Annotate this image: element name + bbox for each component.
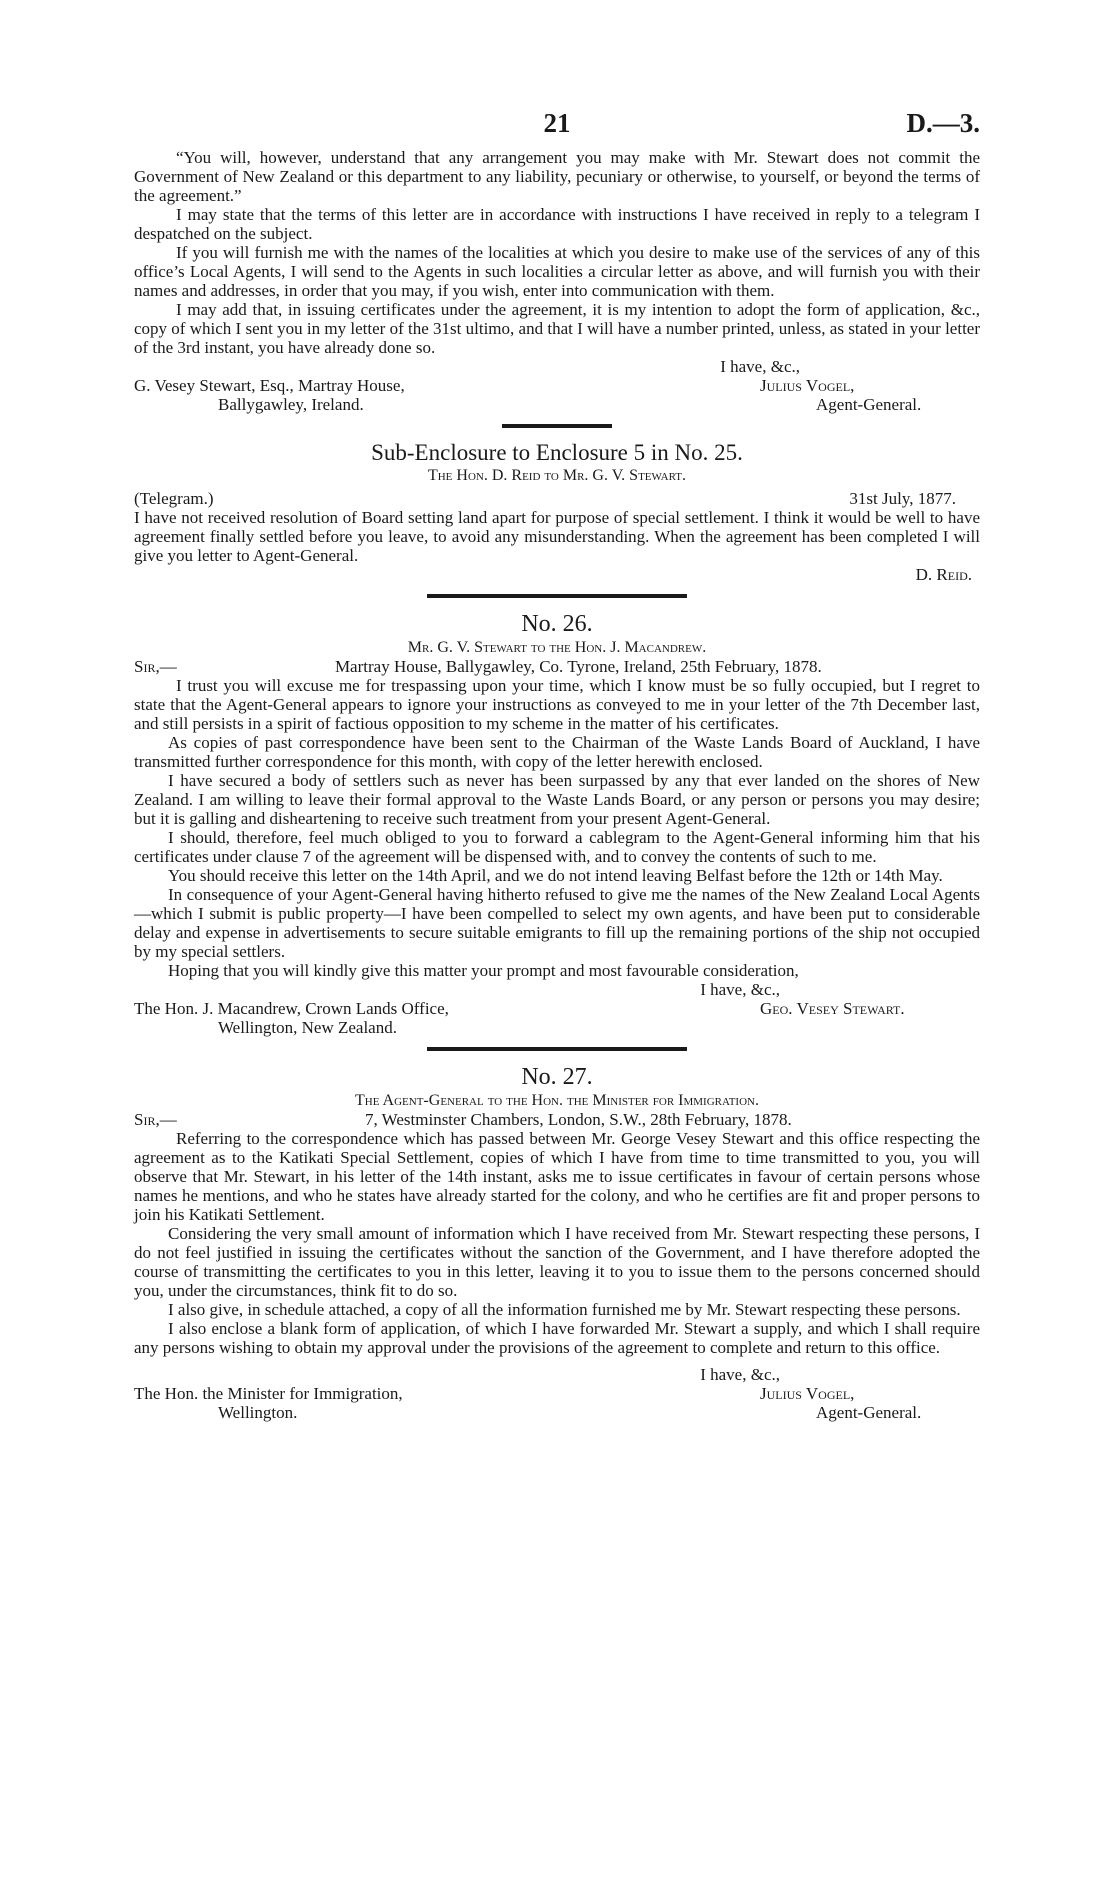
closing-salutation: I have, &c., [720,357,800,376]
telegram-dateline [134,489,980,508]
paragraph: You should receive this letter on the 14th April, and we do not intend leaving Belfast before the 12th or 14th May. [168,866,943,885]
telegram-date: 31st July, 1877. [849,489,956,508]
address-date: 7, Westminster Chambers, London, S.W., 28th February, 1878. [364,1110,792,1129]
addressee-line: Wellington, New Zealand. [218,1018,397,1037]
paragraph: Considering the very small amount of information which I have received from Mr. Stewart respecting these persons, I do not feel justified in issuing the certificates without the sanction of the Government, and I have therefore adopted the course of transmitting the certificates to you in this letter, leaving it to you to issue them to the persons concerned should you, under the circumstances, think fit to do so. [134,1224,980,1300]
signature-block [760,1384,980,1422]
paragraph: Hoping that you will kindly give this matter your prompt and most favourable consideration, [168,961,799,980]
closing-block [134,1384,980,1422]
closing-salutation: I have, &c., [700,1365,780,1384]
closing-block [134,999,980,1037]
addressee-line: Wellington. [218,1403,298,1422]
paragraph: I also enclose a blank form of application, of which I have forwarded Mr. Stewart a supply, and which I shall require any persons wishing to obtain my approval under the provisions of the agreement to complete and return to this office. [134,1319,980,1357]
signature-block [760,376,980,414]
letter-heading: No. 26. [521,611,593,637]
paragraph: I have secured a body of settlers such as never has been surpassed by any that ever landed on the shores of New Zealand. I am willing to leave their formal approval to the Waste Lands Board, or any person or persons you may desire; but it is galling and disheartening to receive such treatment from your present Agent-General. [134,771,980,828]
paragraph: I may add that, in issuing certificates under the agreement, it is my intention to adopt the form of application, &c., copy of which I sent you in my letter of the 31st ultimo, and that I will have a number printed, unless, as stated in your letter of the 3rd instant, you have already done so. [134,300,980,357]
letter-no-26 [134,610,980,1037]
paragraph: If you will furnish me with the names of the localities at which you desire to make use of the services of any of this office’s Local Agents, I will send to the Agents in such localities a circular letter as above, and will furnish you with their names and addresses, in order that you may, if you wish, enter into communication with them. [134,243,980,300]
paragraph: I may state that the terms of this letter are in accordance with instructions I have received in reply to a telegram I despatched on the subject. [134,205,980,243]
telegram-body: I have not received resolution of Board setting land apart for purpose of special settlement. I think it would be well to have agreement finally settled before you leave, to avoid any misunderstanding. When the agreement has been completed I will give you letter to Agent-General. [134,508,980,565]
salutation: Sir,— [134,1110,177,1129]
section-divider [502,424,612,428]
signer-title: Agent-General. [816,395,922,414]
paragraph: Referring to the correspondence which has passed between Mr. George Vesey Stewart and this office respecting the agreement as to the Katikati Special Settlement, copies of which I have from time to time transmitted to you, you will observe that Mr. Stewart, in his letter of the 14th instant, asks me to issue certificates in favour of certain persons whose names he mentions, and who he states have already started for the colony, and who he certifies are fit and proper persons to join his Katikati Settlement. [134,1129,980,1224]
addressee-line: Ballygawley, Ireland. [218,395,364,414]
paragraph: I trust you will excuse me for trespassing upon your time, which I know must be so fully occupied, but I regret to state that the Agent-General appears to ignore your instructions as conveyed to me in your letter of the 7th December last, and still persists in a spirit of factious opposition to my scheme in the matter of his certificates. [134,676,980,733]
paragraph: In consequence of your Agent-General having hitherto refused to give me the names of the New Zealand Local Agents—which I submit is public property—I have been compelled to select my own agents, and have been put to considerable delay and expense in advertisements to secure suitable emigrants to fill up the remaining portions of the ship not occupied by my special settlers. [134,885,980,961]
addressee [134,376,405,414]
closing-salutation: I have, &c., [700,980,780,999]
addressee [134,999,449,1037]
letter-no-27 [134,1063,980,1422]
telegram-label: (Telegram.) [134,489,214,508]
addressee-line: The Hon. J. Macandrew, Crown Lands Office, [134,999,449,1018]
paragraph: As copies of past correspondence have been sent to the Chairman of the Waste Lands Board of Auckland, I have transmitted further correspondence for this month, with copy of the letter herewith enclosed. [134,733,980,771]
addressee [134,1384,403,1422]
telegram-signature: D. Reid. [915,565,972,584]
signer-name: Geo. Vesey Stewart. [760,999,905,1018]
closing-block [134,376,980,414]
letter-heading: No. 27. [521,1064,593,1090]
section-heading: Sub-Enclosure to Enclosure 5 in No. 25. [371,440,743,465]
section-divider [427,1047,687,1051]
signer-title: Agent-General. [816,1403,922,1422]
page-header [134,108,980,148]
document-reference: D.—3. [906,108,980,138]
address-date: Martray House, Ballygawley, Co. Tyrone, Ireland, 25th February, 1878. [334,657,822,676]
paragraph: I should, therefore, feel much obliged to you to forward a cablegram to the Agent-General informing him that his certificates under clause 7 of the agreement will be dispensed with, and to convey the contents of such to me. [134,828,980,866]
sub-enclosure-section [134,440,980,584]
signature-block [760,999,980,1037]
page-number: 21 [543,108,571,138]
paragraph: I also give, in schedule attached, a copy of all the information furnished me by Mr. Stewart respecting these persons. [168,1300,961,1319]
paragraph: “You will, however, understand that any arrangement you may make with Mr. Stewart does not commit the Government of New Zealand or this department to any liability, pecuniary or otherwise, to yourself, or beyond the terms of the agreement.” [134,148,980,205]
salutation-dateline [134,657,980,676]
section-subheading: The Hon. D. Reid to Mr. G. V. Stewart. [427,467,687,484]
previous-letter-section [134,148,980,414]
salutation-dateline [134,1110,980,1129]
addressee-line: G. Vesey Stewart, Esq., Martray House, [134,376,405,395]
section-divider [427,594,687,598]
addressee-line: The Hon. the Minister for Immigration, [134,1384,403,1403]
letter-subheading: Mr. G. V. Stewart to the Hon. J. Macandrew. [407,639,707,656]
signer-name: Julius Vogel, [760,376,855,395]
signer-name: Julius Vogel, [760,1384,855,1403]
letter-subheading: The Agent-General to the Hon. the Minister for Immigration. [355,1092,759,1109]
salutation: Sir,— [134,657,177,676]
